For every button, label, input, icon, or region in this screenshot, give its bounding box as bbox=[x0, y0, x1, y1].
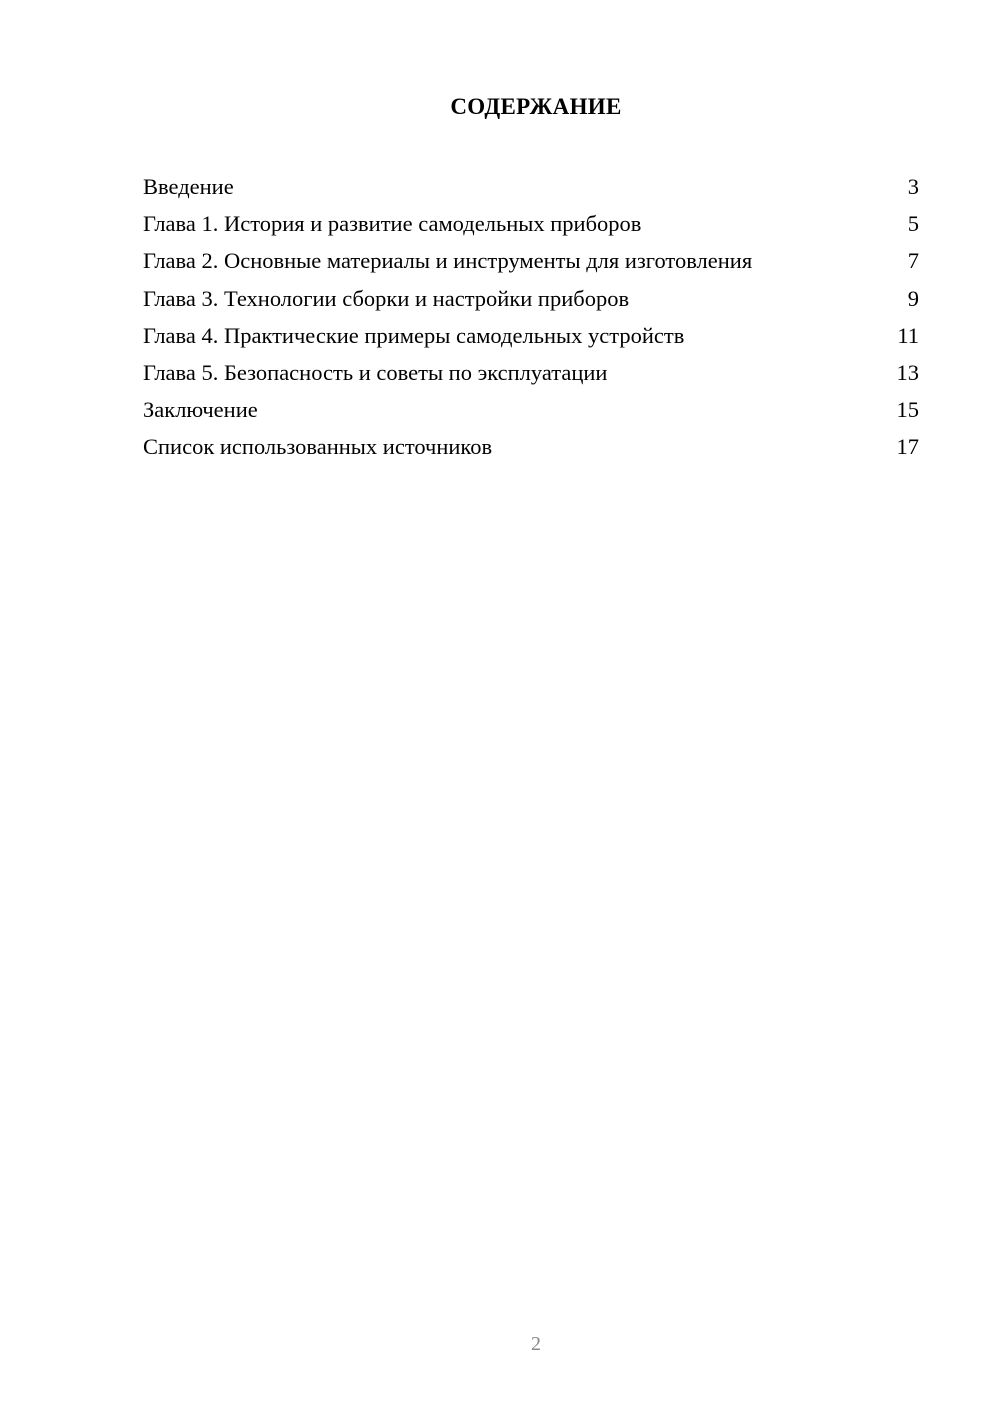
toc-entry-conclusion bbox=[143, 391, 919, 428]
toc-entry-page: 5 bbox=[907, 211, 919, 237]
toc-entry-title: Введение bbox=[143, 174, 234, 199]
toc-entry-page: 17 bbox=[896, 434, 919, 460]
toc-entry-chapter-2 bbox=[143, 242, 919, 279]
page-number: 2 bbox=[531, 1333, 541, 1355]
toc-entry-title: Глава 3. Технологии сборки и настройки приборов bbox=[143, 285, 630, 311]
toc-entry-title: Глава 4. Практические примеры самодельных устройств bbox=[143, 322, 685, 348]
toc-entry-page: 9 bbox=[907, 285, 919, 311]
toc-entry-page: 7 bbox=[907, 248, 919, 274]
toc-entry-page: 13 bbox=[896, 359, 919, 385]
toc-entry-chapter-5 bbox=[143, 354, 919, 391]
toc-entry-title: Заключение bbox=[143, 397, 258, 423]
toc-entry-page: 15 bbox=[896, 397, 919, 423]
toc-entry-title: Глава 2. Основные материалы и инструменты для изготовления bbox=[143, 248, 753, 274]
toc-entry-chapter-4 bbox=[143, 317, 919, 354]
toc-entry-page: 3 bbox=[907, 174, 919, 199]
table-of-contents bbox=[143, 168, 919, 466]
toc-entry-page: 11 bbox=[897, 322, 919, 348]
toc-entry-title: Список использованных источников bbox=[143, 434, 493, 460]
toc-entry-references bbox=[143, 428, 919, 465]
toc-entry-introduction bbox=[143, 168, 919, 205]
toc-entry-chapter-3 bbox=[143, 280, 919, 317]
toc-entry-title: Глава 1. История и развитие самодельных приборов bbox=[143, 211, 642, 237]
toc-entry-title: Глава 5. Безопасность и советы по эксплуатации bbox=[143, 359, 608, 385]
toc-entry-chapter-1 bbox=[143, 205, 919, 242]
page-title: СОДЕРЖАНИЕ bbox=[450, 94, 622, 119]
